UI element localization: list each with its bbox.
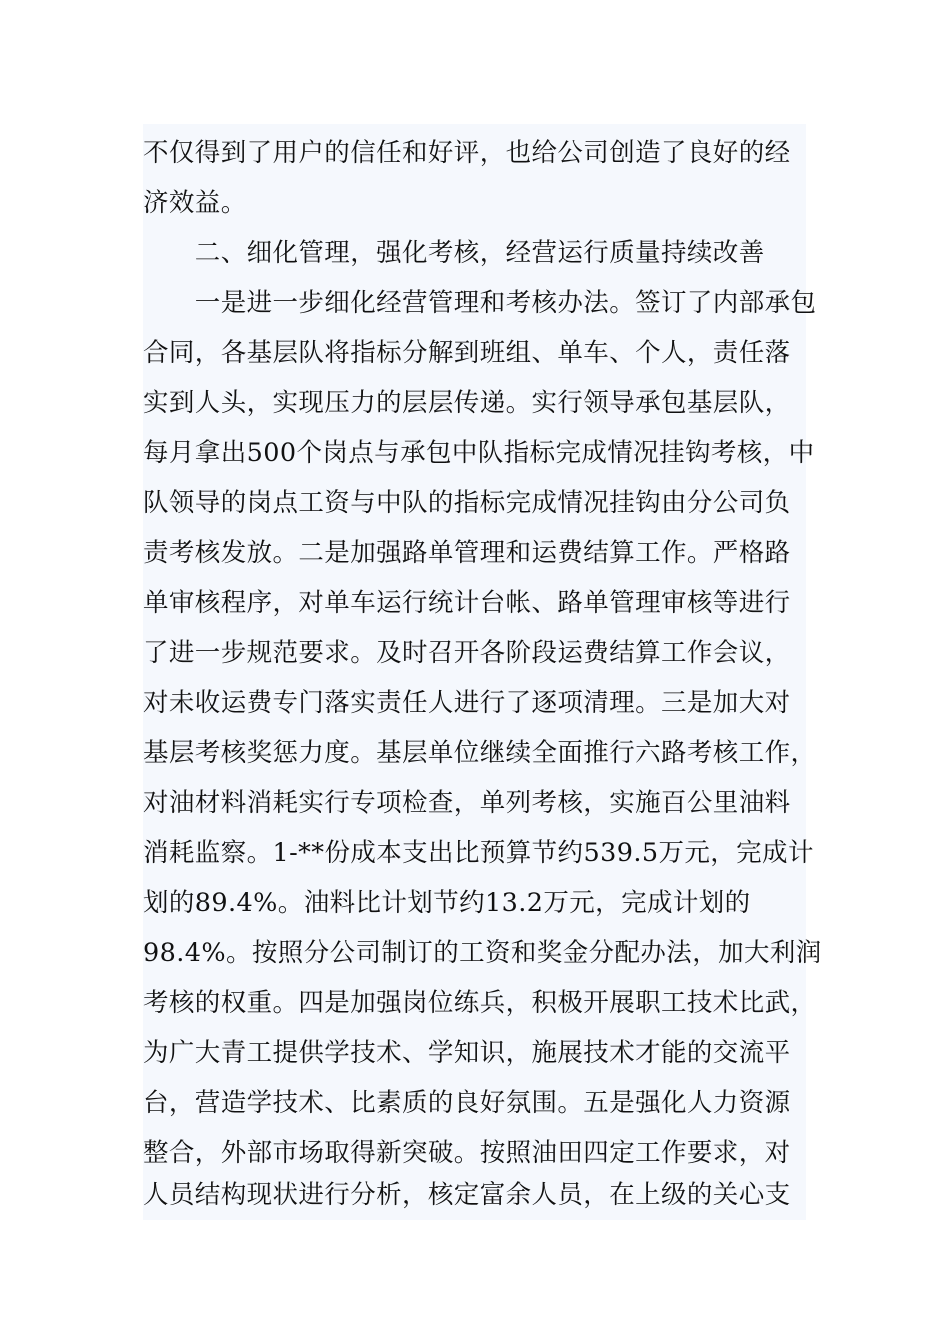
text-line: 考核的权重。四是加强岗位练兵，积极开展职工技术比武， [143,988,817,1018]
text-line: 基层考核奖惩力度。基层单位继续全面推行六路考核工作， [143,738,817,768]
text-line: 责考核发放。二是加强路单管理和运费结算工作。严格路 [143,538,791,568]
text-line: 对油材料消耗实行专项检查，单列考核，实施百公里油料 [143,788,791,818]
document-text-block [143,124,822,1220]
section-heading: 二、细化管理，强化考核，经营运行质量持续改善 [143,238,765,268]
text-line: 单审核程序，对单车运行统计台帐、路单管理审核等进行 [143,588,791,618]
text-line: 人员结构现状进行分析，核定富余人员，在上级的关心支 [143,1180,791,1210]
text-line: 整合，外部市场取得新突破。按照油田四定工作要求，对 [143,1138,791,1168]
text-line: 对未收运费专门落实责任人进行了逐项清理。三是加大对 [143,688,791,718]
text-line: 济效益。 [143,188,247,218]
text-line: 一是进一步细化经营管理和考核办法。签订了内部承包 [143,288,817,318]
text-line: 消耗监察。1-**份成本支出比预算节约539.5万元，完成计 [143,838,814,868]
text-line: 不仅得到了用户的信任和好评，也给公司创造了良好的经 [143,138,791,168]
text-line: 划的89.4%。油料比计划节约13.2万元，完成计划的 [143,888,751,918]
text-line: 实到人头，实现压力的层层传递。实行领导承包基层队， [143,388,791,418]
text-line: 98.4%。按照分公司制订的工资和奖金分配办法，加大利润 [143,938,822,968]
text-line: 了进一步规范要求。及时召开各阶段运费结算工作会议， [143,638,791,668]
text-line: 合同，各基层队将指标分解到班组、单车、个人，责任落 [143,338,791,368]
text-line: 为广大青工提供学技术、学知识，施展技术才能的交流平 [143,1038,791,1068]
text-line: 台，营造学技术、比素质的良好氛围。五是强化人力资源 [143,1088,791,1118]
text-line: 队领导的岗点工资与中队的指标完成情况挂钩由分公司负 [143,488,791,518]
text-line: 每月拿出500个岗点与承包中队指标完成情况挂钩考核，中 [143,438,815,468]
